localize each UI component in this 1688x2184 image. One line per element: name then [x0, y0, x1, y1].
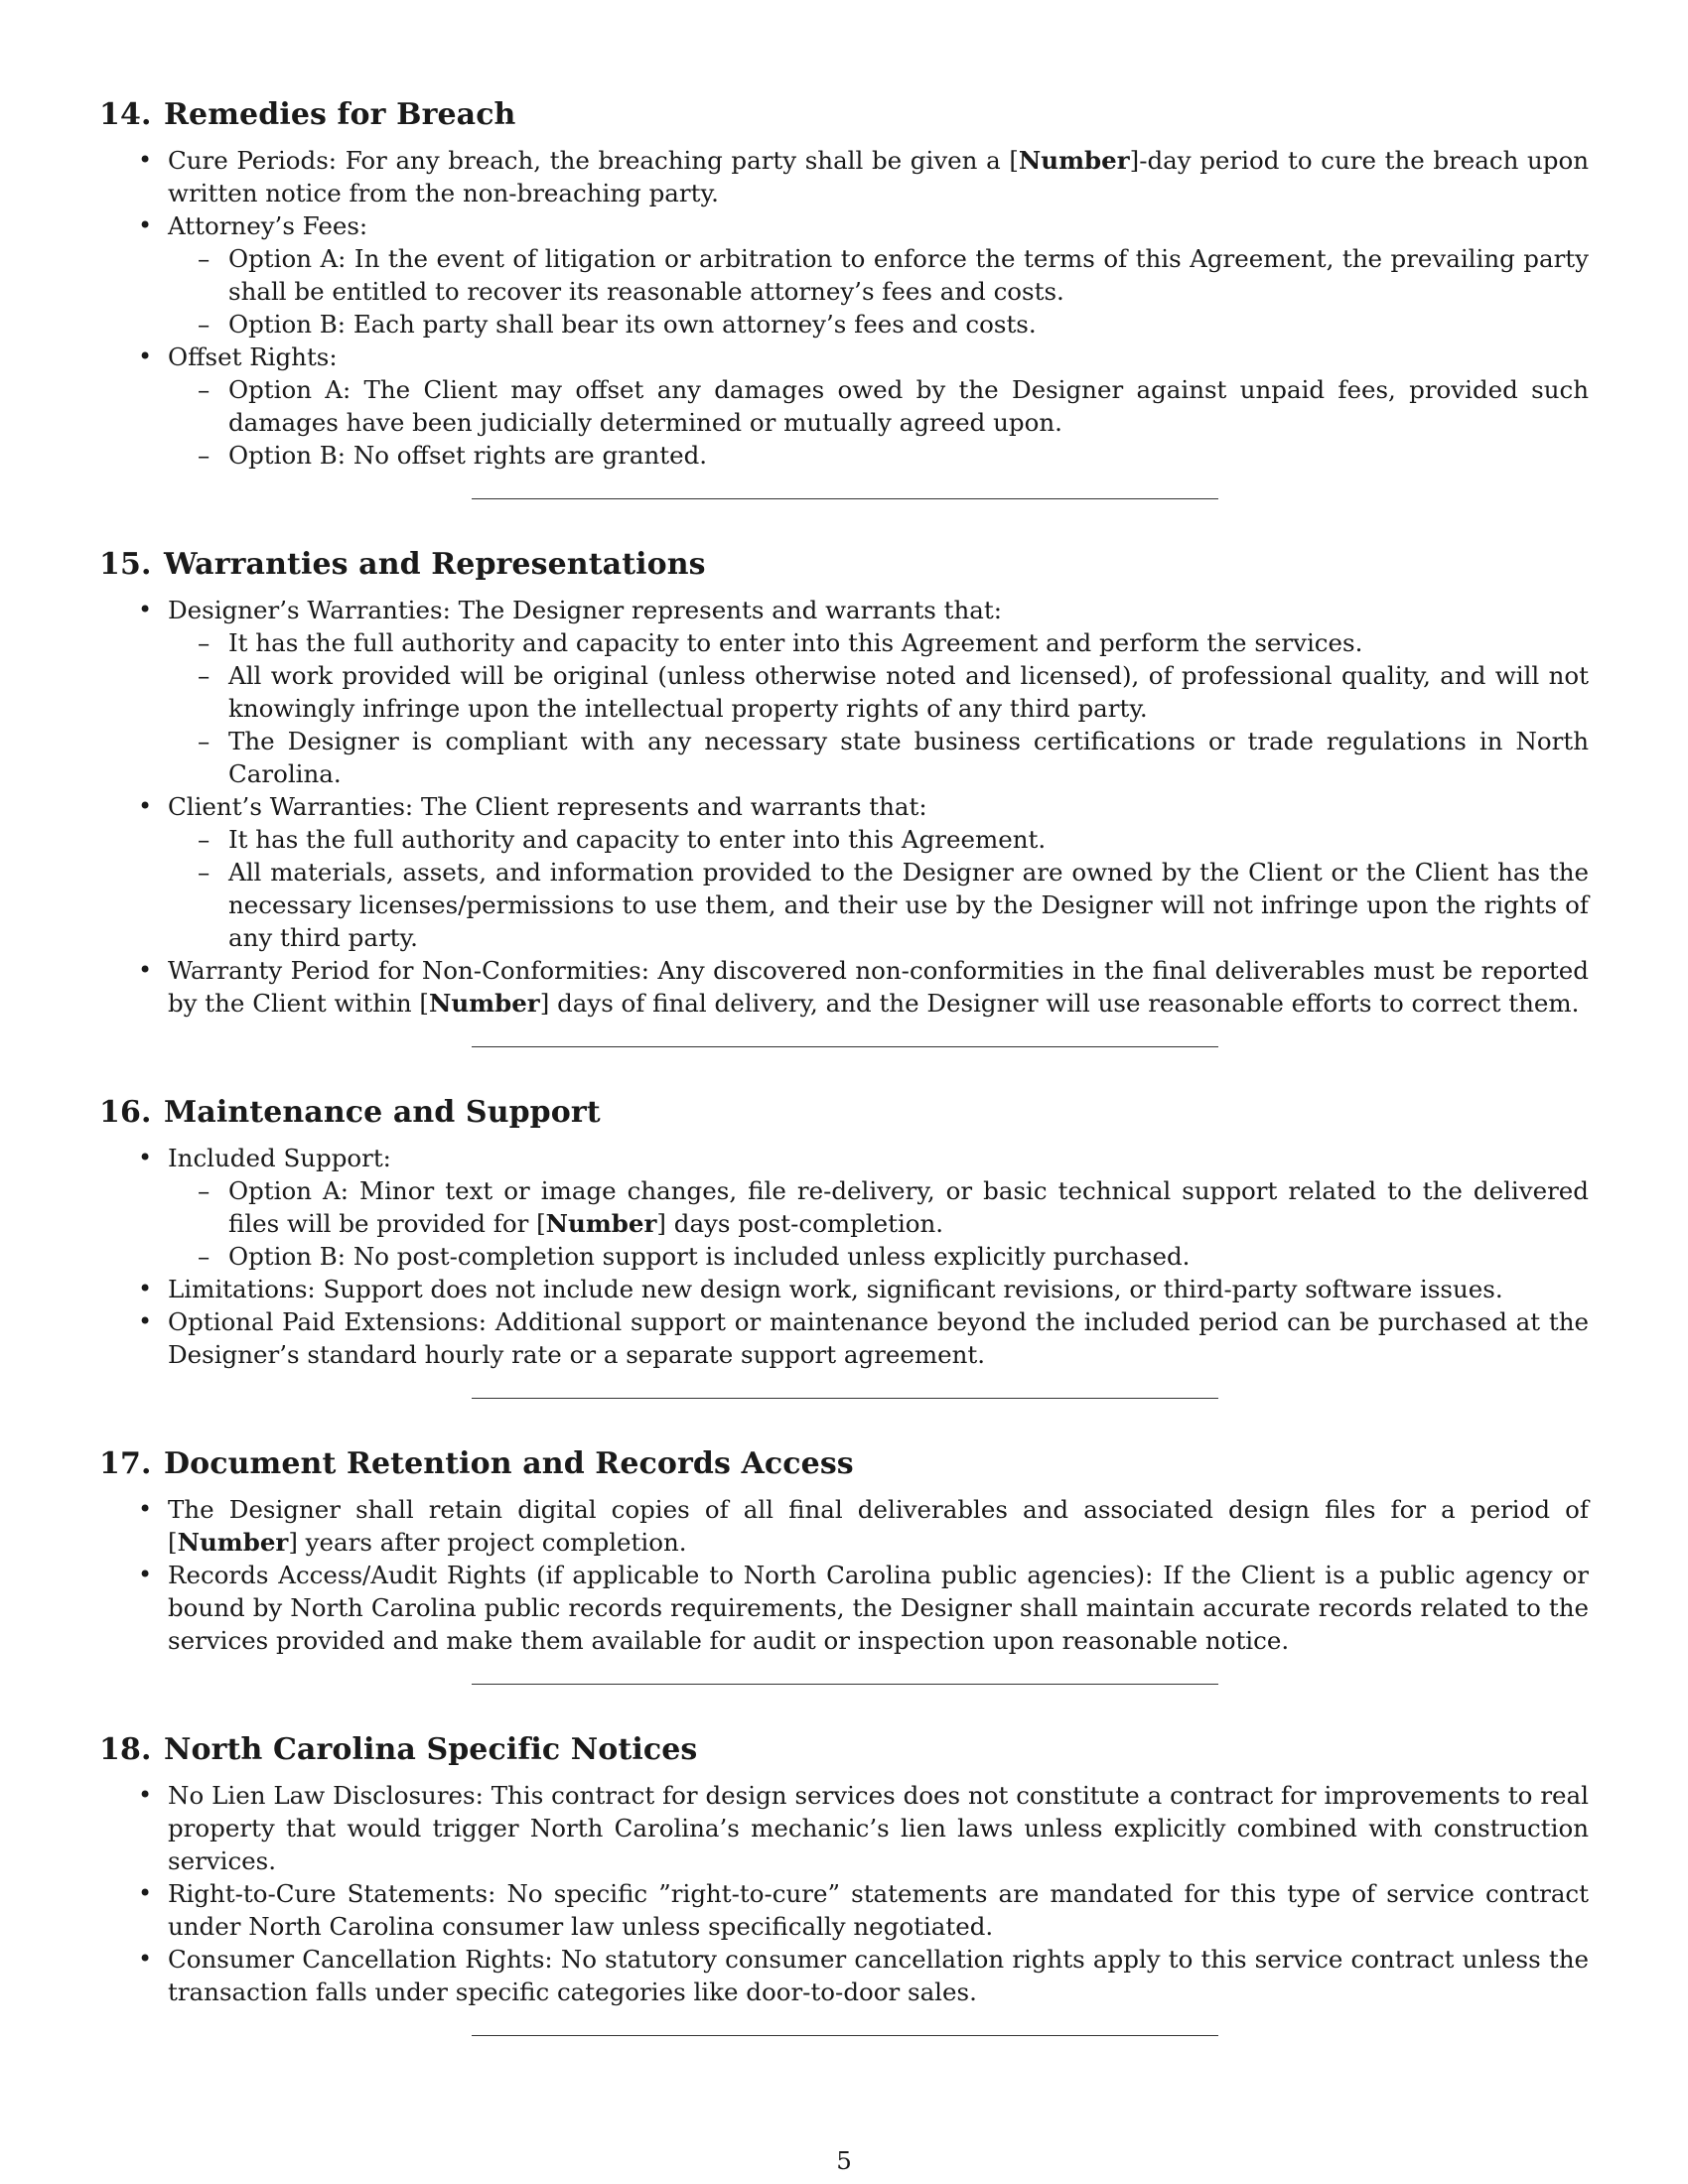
section-title: Remedies for Breach [164, 97, 516, 132]
sub-item: – Option B: No offset rights are granted. [168, 439, 1589, 472]
sub-item: – Option A: In the event of litigation or arbitration to enforce the terms of this Agreement, the prevailing party shall be entitled to recover its reasonable attorney’s fees and costs. [168, 242, 1589, 308]
list-item-included-support: • Included Support: – Option A: Minor text or image changes, file re-delivery, or basic technical support related to the delivered files will be provided for [Number] days post-completion. – Option B: No post-completion support is included unless explicitly purchased. [99, 1142, 1589, 1273]
section-title: Warranties and Representations [164, 547, 706, 582]
list-item-no-lien-law: • No Lien Law Disclosures: This contract for design services does not constitute a contract for improvements to real property that would trigger North Carolina’s mechanic’s lien laws unless explicitly combined with construction services. [99, 1779, 1589, 1877]
list-item-records-access: • Records Access/Audit Rights (if applicable to North Carolina public agencies): If the Client is a public agency or bound by North Carolina public records requirements, the Designer shall maintain accurate records related to the services provided and make them available for audit or inspection upon reasonable notice. [99, 1559, 1589, 1657]
sub-item: – It has the full authority and capacity to enter into this Agreement and perform the services. [168, 626, 1589, 659]
section-remedies-for-breach [99, 95, 1589, 472]
list-item-retention: • The Designer shall retain digital copies of all final deliverables and associated design files for a period of [Number] years after project completion. [99, 1493, 1589, 1559]
sub-item: – Option A: Minor text or image changes, file re-delivery, or basic technical support related to the delivered files will be provided for [Number] days post-completion. [168, 1174, 1589, 1240]
bullet-list [99, 144, 1589, 472]
horizontal-rule [472, 498, 1218, 499]
sub-list [168, 1174, 1589, 1273]
section-number: 17. [99, 1446, 152, 1481]
bullet-list [99, 1142, 1589, 1371]
list-item-limitations: • Limitations: Support does not include new design work, significant revisions, or third-party software issues. [99, 1273, 1589, 1305]
sub-list [168, 242, 1589, 341]
sub-item: – The Designer is compliant with any necessary state business certifications or trade regulations in North Carolina. [168, 725, 1589, 790]
list-item-right-to-cure: • Right-to-Cure Statements: No specific ”right-to-cure” statements are mandated for this type of service contract under North Carolina consumer law unless specifically negotiated. [99, 1877, 1589, 1943]
horizontal-rule [472, 1398, 1218, 1399]
sub-item: – All work provided will be original (unless otherwise noted and licensed), of professional quality, and will not knowingly infringe upon the intellectual property rights of any third party. [168, 659, 1589, 725]
list-item-clients-warranties: • Client’s Warranties: The Client represents and warrants that: – It has the full authority and capacity to enter into this Agreement. – All materials, assets, and information provided to the Designer are owned by the Client or the Client has the necessary licenses/permissions to use them, and their use by the Designer will not infringe upon the rights of any third party. [99, 790, 1589, 954]
horizontal-rule [472, 1684, 1218, 1685]
section-heading [99, 1093, 1589, 1133]
sub-list [168, 823, 1589, 954]
section-title: Maintenance and Support [164, 1095, 601, 1130]
section-document-retention [99, 1444, 1589, 1657]
list-item-designers-warranties: • Designer’s Warranties: The Designer represents and warrants that: – It has the full authority and capacity to enter into this Agreement and perform the services. – All work provided will be original (unless otherwise noted and licensed), of professional quality, and will not knowingly infringe upon the intellectual property rights of any third party. – The Designer is compliant with any necessary state business certifications or trade regulations in North Carolina. [99, 594, 1589, 790]
bullet-list [99, 1493, 1589, 1657]
list-item-optional-paid-extensions: • Optional Paid Extensions: Additional support or maintenance beyond the included period can be purchased at the Designer’s standard hourly rate or a separate support agreement. [99, 1305, 1589, 1371]
sub-list [168, 373, 1589, 472]
section-number: 18. [99, 1732, 152, 1767]
placeholder-number: Number [1018, 146, 1130, 175]
section-number: 15. [99, 547, 152, 582]
section-north-carolina-notices [99, 1730, 1589, 2008]
sub-item: – It has the full authority and capacity to enter into this Agreement. [168, 823, 1589, 856]
list-item-consumer-cancellation: • Consumer Cancellation Rights: No statutory consumer cancellation rights apply to this service contract unless the transaction falls under specific categories like door-to-door sales. [99, 1943, 1589, 2008]
bullet-list [99, 594, 1589, 1020]
sub-item: – Option A: The Client may offset any damages owed by the Designer against unpaid fees, provided such damages have been judicially determined or mutually agreed upon. [168, 373, 1589, 439]
section-warranties-and-representations [99, 545, 1589, 1020]
placeholder-number: Number [545, 1209, 657, 1238]
section-maintenance-and-support [99, 1093, 1589, 1371]
sub-item: – Option B: Each party shall bear its own attorney’s fees and costs. [168, 308, 1589, 341]
list-item-warranty-period: • Warranty Period for Non-Conformities: Any discovered non-conformities in the final deliverables must be reported by the Client within [Number] days of final delivery, and the Designer will use reasonable efforts to correct them. [99, 954, 1589, 1020]
list-item-offset-rights: • Offset Rights: – Option A: The Client may offset any damages owed by the Designer against unpaid fees, provided such damages have been judicially determined or mutually agreed upon. – Option B: No offset rights are granted. [99, 341, 1589, 472]
horizontal-rule [472, 2035, 1218, 2036]
list-item-cure-periods: • Cure Periods: For any breach, the breaching party shall be given a [Number]-day period to cure the breach upon written notice from the non-breaching party. [99, 144, 1589, 209]
section-title: Document Retention and Records Access [164, 1446, 854, 1481]
page-number: 5 [836, 2146, 852, 2175]
section-heading [99, 545, 1589, 585]
placeholder-number: Number [177, 1528, 289, 1557]
horizontal-rule [472, 1046, 1218, 1047]
placeholder-number: Number [428, 989, 540, 1018]
section-number: 16. [99, 1095, 152, 1130]
document-body [99, 95, 1589, 2036]
sub-item: – All materials, assets, and information provided to the Designer are owned by the Client or the Client has the necessary licenses/permissions to use them, and their use by the Designer will not infringe upon the rights of any third party. [168, 856, 1589, 954]
section-number: 14. [99, 97, 152, 132]
bullet-list [99, 1779, 1589, 2008]
section-heading [99, 1730, 1589, 1770]
section-title: North Carolina Specific Notices [164, 1732, 698, 1767]
list-item-attorneys-fees: • Attorney’s Fees: – Option A: In the event of litigation or arbitration to enforce the terms of this Agreement, the prevailing party shall be entitled to recover its reasonable attorney’s fees and costs. – Option B: Each party shall bear its own attorney’s fees and costs. [99, 209, 1589, 341]
sub-item: – Option B: No post-completion support is included unless explicitly purchased. [168, 1240, 1589, 1273]
section-heading [99, 95, 1589, 135]
section-heading [99, 1444, 1589, 1484]
sub-list [168, 626, 1589, 790]
